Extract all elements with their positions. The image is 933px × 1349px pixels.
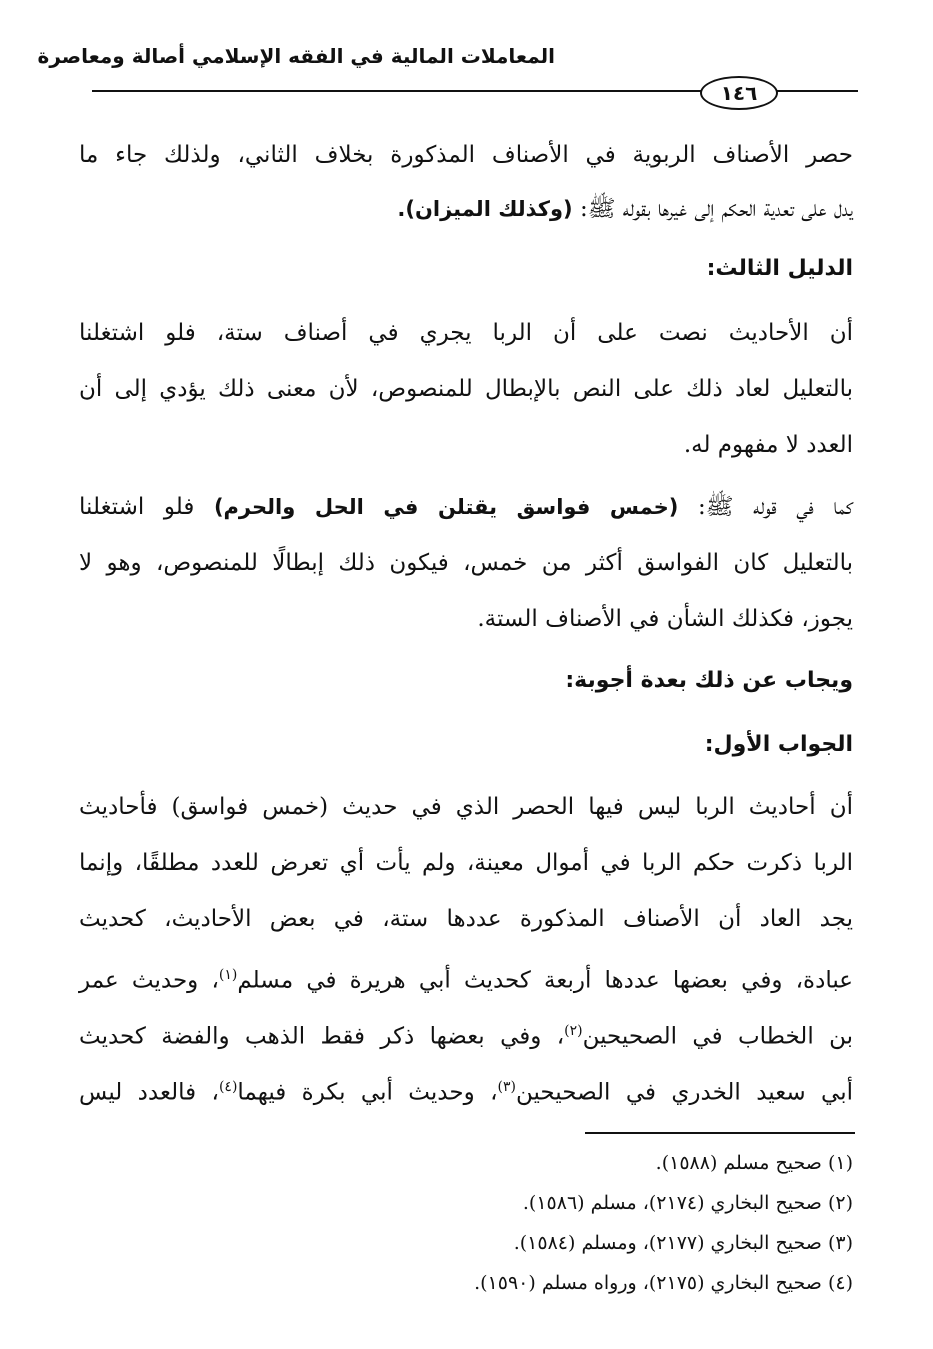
footnote-ref-1: (١) bbox=[218, 967, 238, 983]
body-line-2-text: يدل على تعدية الحكم إلى غيرها بقوله ﷺ: bbox=[572, 196, 853, 222]
running-title: المعاملات المالية في الفقه الإسلامي أصالة ومعاصرة bbox=[37, 44, 555, 68]
body-line-12-b: ، وحديث عمر bbox=[79, 967, 219, 994]
quote-mizan: (وكذلك الميزان). bbox=[397, 197, 573, 221]
body-line-14-c: ، فالعدد ليس bbox=[79, 1079, 219, 1106]
body-line-13 bbox=[79, 1016, 853, 1052]
body-line-14-b: ، وحديث أبي بكرة فيهما bbox=[237, 1079, 498, 1106]
footnote-ref-3: (٣) bbox=[497, 1079, 516, 1095]
body-line-6-a: كما في قوله ﷺ: bbox=[678, 494, 853, 520]
footnote-ref-4: (٤) bbox=[218, 1079, 238, 1095]
body-line-6 bbox=[79, 492, 853, 522]
body-line-2 bbox=[397, 194, 853, 224]
body-line-12-a: عبادة، وفي بعضها عددها أربعة كحديث أبي هريرة في مسلم bbox=[237, 967, 854, 994]
footnote-1: (١) صحيح مسلم (١٥٨٨). bbox=[655, 1152, 853, 1174]
body-line-11: يجد العاد أن الأصناف المذكورة عددها ستة، في بعض الأحاديث، كحديث bbox=[79, 906, 853, 932]
body-line-13-b: ، وفي بعضها ذكر فقط الذهب والفضة كحديث bbox=[79, 1023, 565, 1050]
body-line-6-c: فلو اشتغلنا bbox=[79, 494, 214, 520]
footnote-4: (٤) صحيح البخاري (٢١٧٥)، ورواه مسلم (١٥٩٠). bbox=[474, 1272, 853, 1294]
body-line-1: حصر الأصناف الربوية في الأصناف المذكورة بخلاف الثاني، ولذلك جاء ما bbox=[79, 142, 853, 168]
body-line-8: يجوز، فكذلك الشأن في الأصناف الستة. bbox=[477, 606, 853, 632]
footnote-2: (٢) صحيح البخاري (٢١٧٤)، مسلم (١٥٨٦). bbox=[522, 1192, 853, 1214]
body-line-10: الربا ذكرت حكم الربا في أموال معينة، ولم يأت أي تعرض للعدد مطلقًا، وإنما bbox=[79, 850, 853, 876]
footnote-ref-2: (٢) bbox=[564, 1023, 583, 1039]
quote-five-vermin: (خمس فواسق يقتلن في الحل والحرم) bbox=[213, 495, 679, 519]
body-line-13-a: بن الخطاب في الصحيحين bbox=[582, 1023, 853, 1050]
heading-third-evidence: الدليل الثالث: bbox=[706, 256, 853, 281]
body-line-5: العدد لا مفهوم له. bbox=[683, 432, 853, 458]
page-number: ١٤٦ bbox=[700, 76, 778, 110]
body-line-3: أن الأحاديث نصت على أن الربا يجري في أصناف ستة، فلو اشتغلنا bbox=[79, 320, 853, 346]
footnote-3: (٣) صحيح البخاري (٢١٧٧)، ومسلم (١٥٨٤). bbox=[513, 1232, 853, 1254]
heading-answers: ويجاب عن ذلك بعدة أجوبة: bbox=[565, 668, 853, 693]
heading-first-answer: الجواب الأول: bbox=[704, 732, 853, 757]
body-line-4: بالتعليل لعاد ذلك على النص بالإبطال للمنصوص، لأن معنى ذلك يؤدي إلى أن bbox=[79, 376, 853, 402]
body-line-12 bbox=[79, 960, 853, 996]
footnote-separator bbox=[585, 1132, 855, 1134]
body-line-7: بالتعليل كان الفواسق أكثر من خمس، فيكون ذلك إبطالًا للمنصوص، وهو لا bbox=[79, 550, 853, 576]
body-line-14 bbox=[79, 1072, 853, 1108]
body-line-9: أن أحاديث الربا ليس فيها الحصر الذي في حديث (خمس فواسق) فأحاديث bbox=[79, 794, 853, 820]
body-line-14-a: أبي سعيد الخدري في الصحيحين bbox=[515, 1079, 853, 1106]
